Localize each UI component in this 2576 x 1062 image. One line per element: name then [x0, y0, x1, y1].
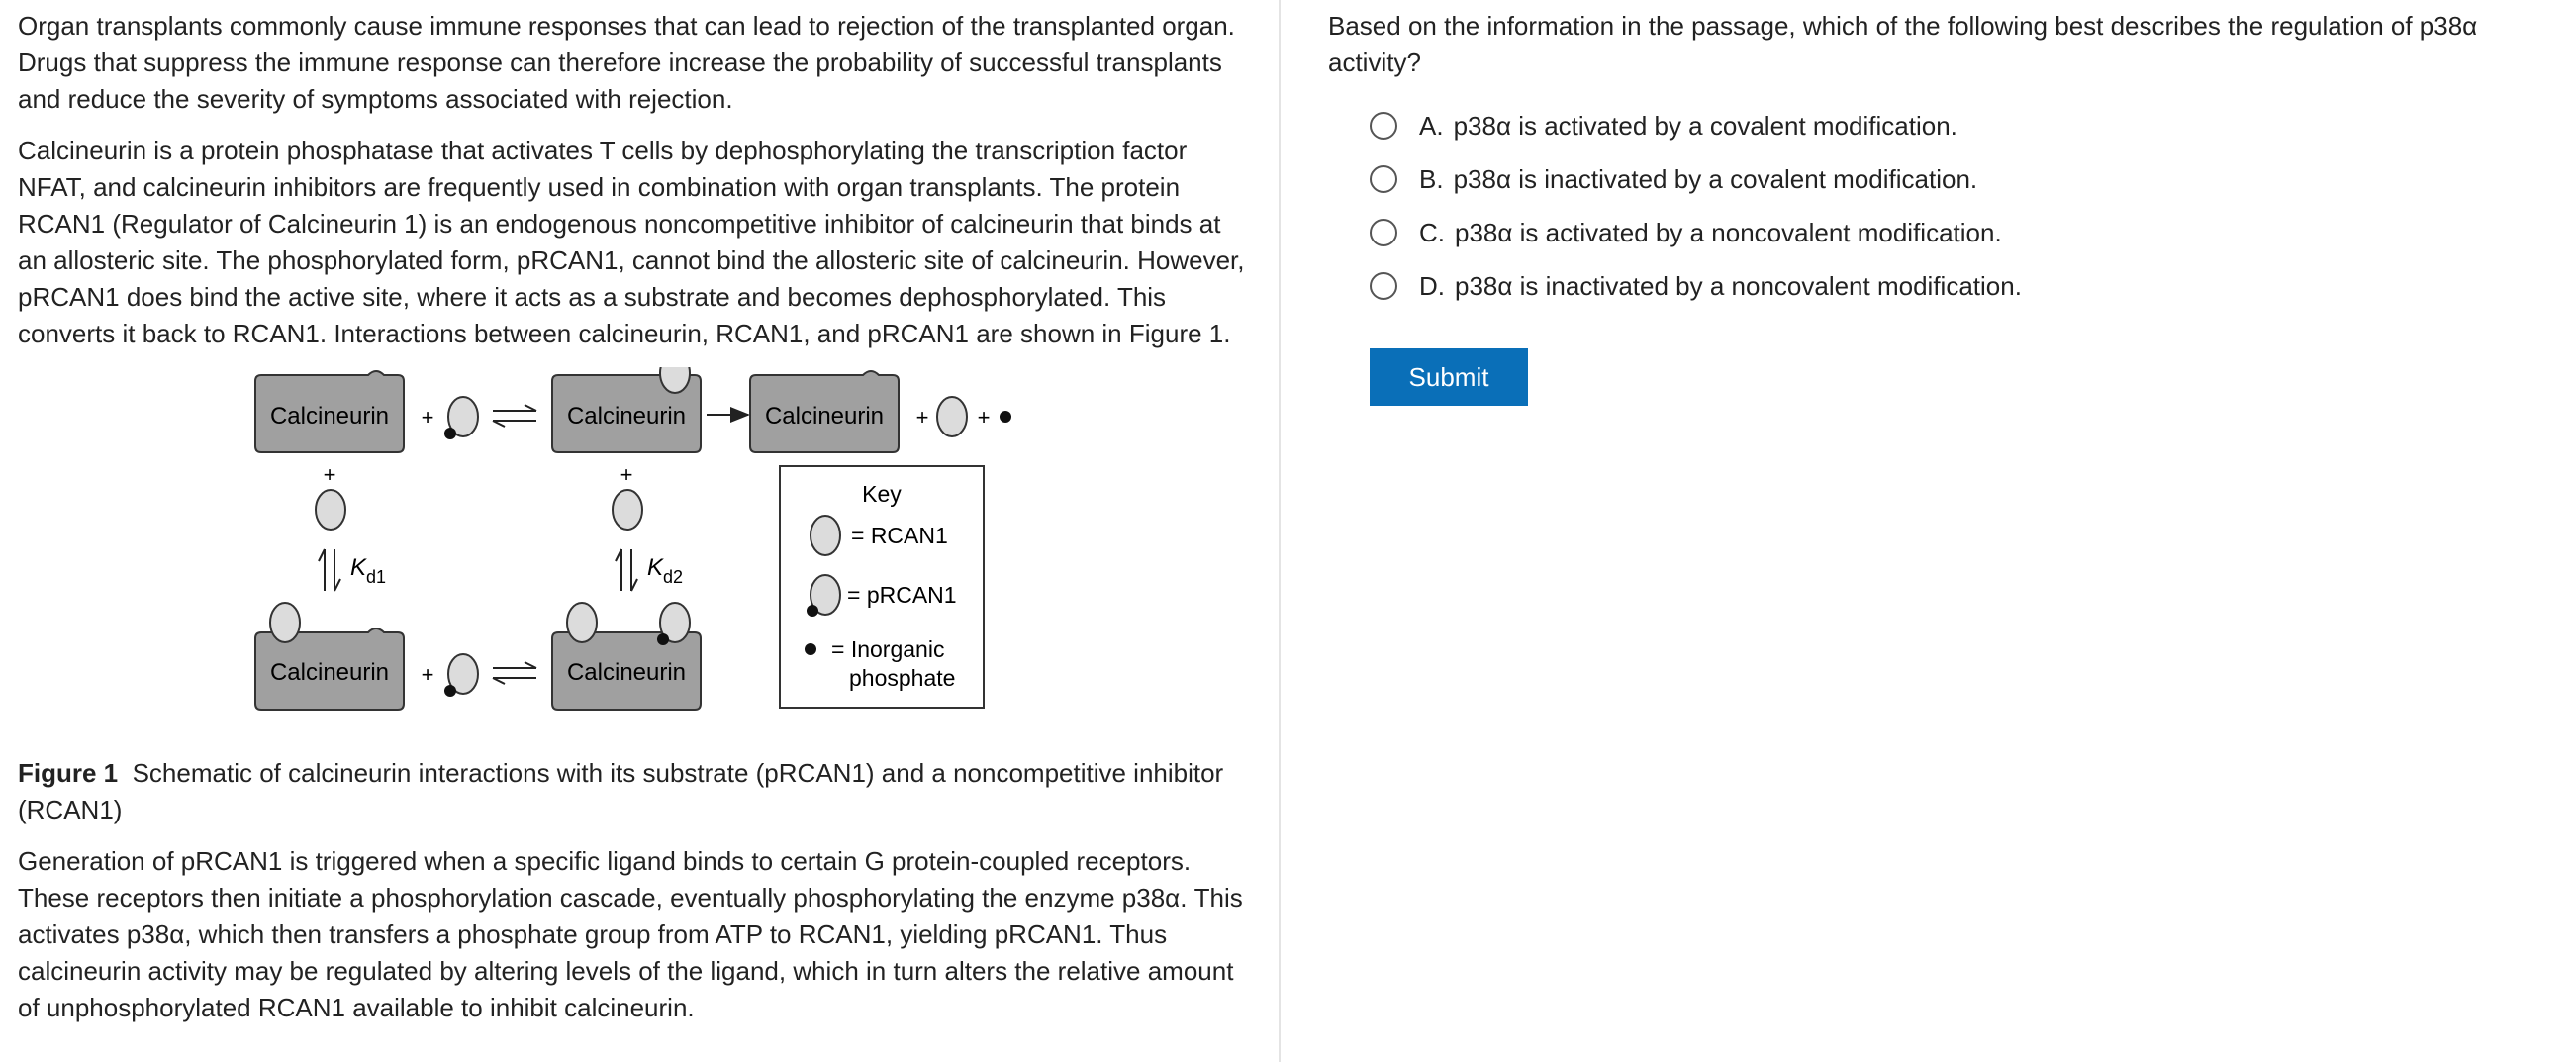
rcan1-inhibitor-icon	[316, 490, 345, 530]
question-stem: Based on the information in the passage, which of the following best describes the regulation of p38α activity?	[1328, 11, 2478, 77]
enzyme-label: Calcineurin	[566, 659, 687, 686]
equilibrium-arrows-icon	[319, 549, 340, 591]
figure-caption	[18, 755, 1245, 828]
equilibrium-arrows-icon	[493, 662, 536, 684]
k-symbol: K	[647, 554, 664, 581]
option-text: p38α is activated by a noncovalent modification.	[1455, 217, 2002, 247]
passage-paragraph-2: Calcineurin is a protein phosphatase that activates T cells by dephosphorylating the transcription factor NFAT, and calcineurin inhibitors are frequently used in combination with organ transplants. The protein RCAN1 (Regulator of Calcineurin 1) is an endogenous noncompetitive inhibitor of calcineurin that binds at an allosteric site. The phosphorylated form, pRCAN1, cannot bind the allosteric site of calcineurin. However, pRCAN1 does bind the active site, where it acts as a substrate and becomes dephosphorylated. This converts it back to RCAN1. Interactions between calcineurin, RCAN1, and pRCAN1 are shown in Figure 1.	[18, 136, 1245, 348]
passage-paragraph-1: Organ transplants commonly cause immune responses that can lead to rejection of the transplanted organ. Drugs that suppress the immune response can therefore increase the probability of successful transplants and reduce the severity of symptoms associated with rejection.	[18, 11, 1235, 114]
prcan1-substrate-icon	[444, 397, 478, 439]
key-prcan1-label: = pRCAN1	[847, 582, 957, 608]
enzyme-label: Calcineurin	[269, 403, 390, 430]
key-title: Key	[862, 481, 902, 507]
passage-paragraph-3: Generation of pRCAN1 is triggered when a specific ligand binds to certain G protein-coupled receptors. These receptors then initiate a phosphorylation cascade, eventually phosphorylating the enzyme p38α. This activates p38α, which then transfers a phosphate group from ATP to RCAN1, yielding pRCAN1. Thus calcineurin activity may be regulated by altering levels of the ligand, which in turn alters the relative amount of unphosphorylated RCAN1 available to inhibit calcineurin.	[18, 846, 1243, 1022]
plus-sign: +	[421, 405, 434, 430]
plus-sign: +	[915, 405, 929, 430]
key-phosphate-label-1: = Inorganic	[831, 636, 945, 662]
panel-divider	[1279, 0, 1281, 1062]
equilibrium-arrows-icon	[493, 405, 536, 427]
option-b[interactable]	[1328, 152, 2565, 206]
calcineurin-substrate-complex	[552, 367, 701, 452]
kd1-subscript: d1	[366, 567, 387, 587]
submit-button[interactable]: Submit	[1370, 348, 1528, 406]
enzyme-label: Calcineurin	[764, 403, 885, 430]
calcineurin-schematic	[18, 367, 1245, 743]
radio-button-c[interactable]	[1370, 219, 1397, 246]
enzyme-label: Calcineurin	[566, 403, 687, 430]
plus-sign: +	[620, 462, 633, 487]
rcan1-product-icon	[937, 397, 967, 436]
radio-button-b[interactable]	[1370, 165, 1397, 193]
rcan1-key-icon	[811, 516, 840, 555]
kd2-label	[647, 554, 683, 587]
key-phosphate-label-2: phosphate	[849, 665, 956, 691]
phosphate-icon	[1000, 411, 1011, 423]
radio-button-d[interactable]	[1370, 272, 1397, 300]
option-letter: A.	[1419, 110, 1444, 141]
option-c[interactable]	[1328, 206, 2565, 259]
plus-sign: +	[421, 662, 434, 687]
calcineurin-ternary-complex	[552, 603, 701, 710]
option-text: p38α is inactivated by a noncovalent modification.	[1455, 270, 2022, 301]
calcineurin-inhibitor-complex	[255, 603, 404, 710]
answer-options	[1328, 99, 2565, 313]
enzyme-label: Calcineurin	[269, 659, 390, 686]
figure-label: Figure 1	[18, 758, 119, 788]
plus-sign: +	[323, 462, 336, 487]
kd1-label	[350, 554, 386, 587]
option-letter: C.	[1419, 217, 1445, 247]
plus-sign: +	[977, 405, 991, 430]
kd2-subscript: d2	[663, 567, 684, 587]
figure-caption-text: Schematic of calcineurin interactions with its substrate (pRCAN1) and a noncompetitive inhibitor (RCAN1)	[18, 758, 1224, 824]
option-letter: D.	[1419, 270, 1445, 301]
radio-button-a[interactable]	[1370, 112, 1397, 140]
figure-key	[780, 466, 984, 708]
calcineurin-free-enzyme	[255, 371, 404, 452]
question-panel	[1328, 8, 2565, 406]
equilibrium-arrows-icon	[616, 549, 637, 591]
option-letter: B.	[1419, 163, 1444, 194]
figure-1	[18, 367, 1245, 743]
option-a[interactable]	[1328, 99, 2565, 152]
phosphate-key-icon	[805, 643, 816, 655]
k-symbol: K	[350, 554, 367, 581]
prcan1-substrate-icon	[444, 654, 478, 697]
option-text: p38α is activated by a covalent modification.	[1453, 110, 1957, 141]
passage-panel	[18, 8, 1245, 1041]
option-text: p38α is inactivated by a covalent modification.	[1453, 163, 1978, 194]
option-d[interactable]	[1328, 259, 2565, 313]
calcineurin-product-enzyme	[750, 371, 899, 452]
rcan1-inhibitor-icon	[613, 490, 642, 530]
key-rcan1-label: = RCAN1	[851, 523, 948, 548]
